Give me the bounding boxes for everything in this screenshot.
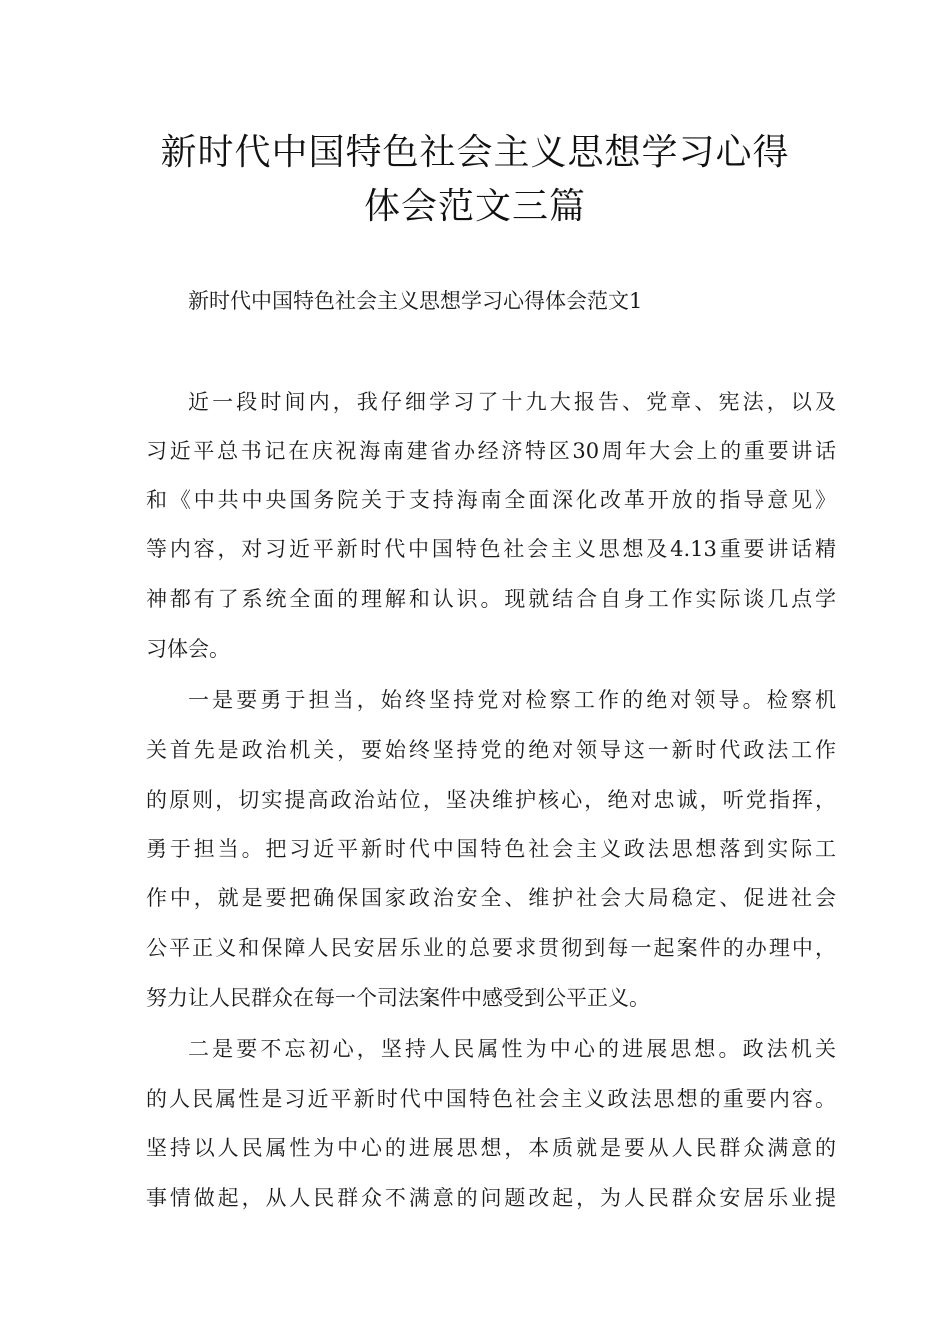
body-line-1: 近一段时间内，我仔细学习了十九大报告、党章、宪法，以及 — [188, 390, 836, 414]
body-line-17: 事情做起，从人民群众不满意的问题改起，为人民群众安居乐业提 — [146, 1186, 836, 1210]
body-line-6: 习体会。 — [146, 637, 230, 661]
body-line-15: 的人民属性是习近平新时代中国特色社会主义政法思想的重要内容。 — [146, 1087, 836, 1111]
body-line-8: 关首先是政治机关，要始终坚持党的绝对领导这一新时代政法工作 — [146, 738, 836, 762]
body-line-7: 一是要勇于担当，始终坚持党对检察工作的绝对领导。检察机 — [188, 688, 836, 712]
section-heading: 新时代中国特色社会主义思想学习心得体会范文1 — [188, 289, 643, 313]
document-title-line-1: 新时代中国特色社会主义思想学习心得 — [160, 132, 790, 173]
body-line-12: 公平正义和保障人民安居乐业的总要求贯彻到每一起案件的办理中， — [146, 936, 836, 960]
body-line-10: 勇于担当。把习近平新时代中国特色社会主义政法思想落到实际工 — [146, 837, 836, 861]
body-line-11: 作中，就是要把确保国家政治安全、维护社会大局稳定、促进社会 — [146, 886, 836, 910]
body-line-4: 等内容，对习近平新时代中国特色社会主义思想及4.13重要讲话精 — [146, 537, 836, 561]
document-title-line-2: 体会范文三篇 — [363, 186, 586, 227]
body-line-9: 的原则，切实提高政治站位，坚决维护核心，绝对忠诚，听党指挥， — [146, 788, 836, 812]
body-line-3: 和《中共中央国务院关于支持海南全面深化改革开放的指导意见》 — [146, 488, 836, 512]
body-line-14: 二是要不忘初心，坚持人民属性为中心的进展思想。政法机关 — [188, 1037, 836, 1061]
body-line-5: 神都有了系统全面的理解和认识。现就结合自身工作实际谈几点学 — [146, 587, 836, 611]
body-line-16: 坚持以人民属性为中心的进展思想，本质就是要从人民群众满意的 — [146, 1136, 836, 1160]
body-line-13: 努力让人民群众在每一个司法案件中感受到公平正义。 — [146, 986, 650, 1010]
body-line-2: 习近平总书记在庆祝海南建省办经济特区30周年大会上的重要讲话 — [146, 439, 836, 463]
